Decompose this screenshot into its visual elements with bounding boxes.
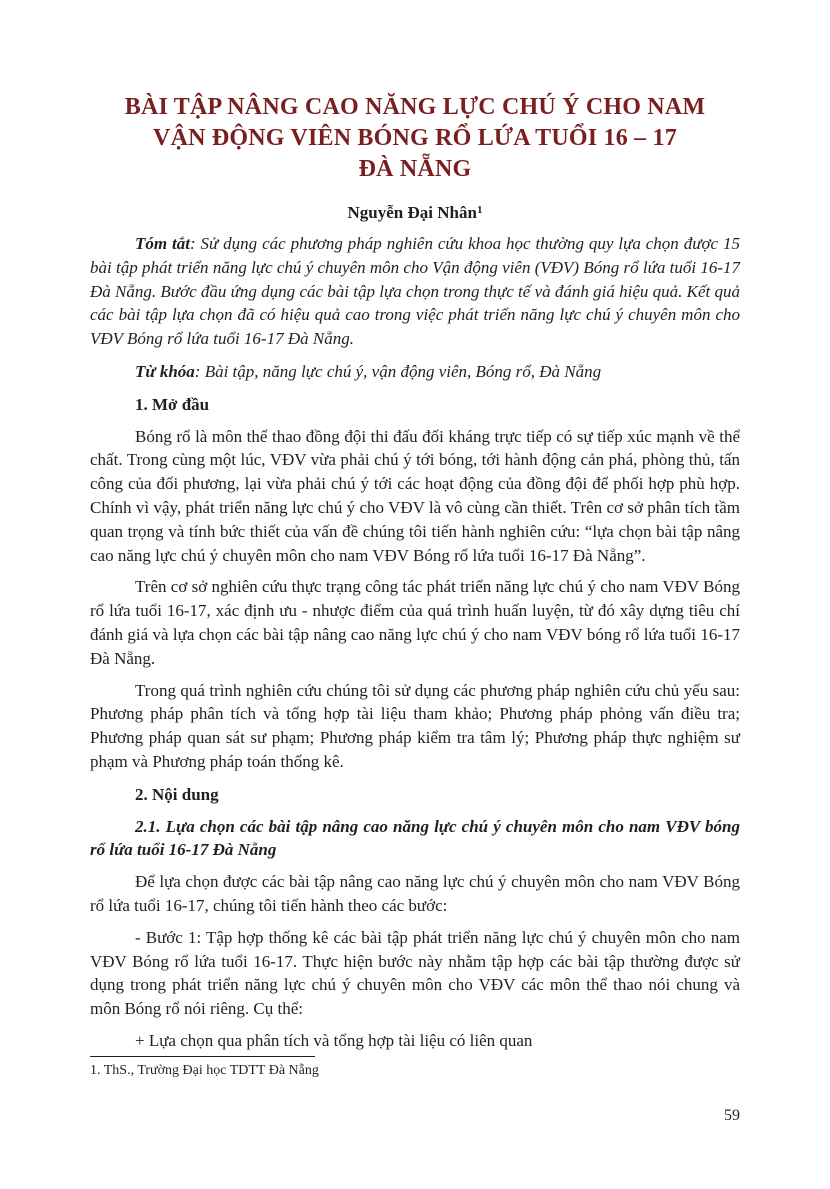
section-heading-content: 2. Nội dung <box>135 784 219 804</box>
section-heading-intro: 1. Mở đầu <box>135 394 210 414</box>
author-name: Nguyễn Đại Nhân <box>347 203 477 222</box>
page-content <box>90 92 740 1053</box>
intro-paragraph-1: Bóng rổ là môn thể thao đồng đội thi đấu đối kháng trực tiếp có sự tiếp xúc mạnh về thể chất. Trong cùng một lúc, VĐV vừa phải chú ý tới bóng, tới hành động cản phá, phòng thủ, tấn công của đối phương, lại vừa phải chú ý tới các hoạt động của đồng đội để phối hợp phù hợp. Chính vì vậy, phát triển năng lực chú ý cho VĐV là vô cùng cần thiết. Trên cơ sở phân tích tầm quan trọng và tính bức thiết của vấn đề chúng tôi tiến hành nghiên cứu: “lựa chọn bài tập nâng cao năng lực chú ý chuyên môn cho nam VĐV Bóng rổ lứa tuổi 16-17 Đà Nẵng”. <box>90 426 740 565</box>
keywords <box>90 360 740 384</box>
keywords-label: Từ khóa <box>135 361 195 381</box>
intro-paragraph-2: Trên cơ sở nghiên cứu thực trạng công tác phát triển năng lực chú ý cho nam VĐV Bóng rổ lứa tuổi 16-17, xác định ưu - nhược điểm của quá trình huấn luyện, từ đó xây dựng tiêu chí đánh giá và lựa chọn các bài tập nâng cao năng lực chú ý cho nam VĐV bóng rổ lứa tuổi 16-17 Đà Nẵng. <box>90 577 740 668</box>
footnote-divider <box>90 1056 315 1057</box>
keywords-text: : Bài tập, năng lực chú ý, vận động viên, Bóng rổ, Đà Nẵng <box>194 361 602 381</box>
abstract <box>90 232 740 351</box>
page-number: 59 <box>724 1107 740 1124</box>
abstract-text: : Sử dụng các phương pháp nghiên cứu khoa học thường quy lựa chọn được 15 bài tập phát triển năng lực chú ý chuyên môn cho Vận động viên (VĐV) Bóng rổ lứa tuổi 16-17 Đà Nẵng. Bước đầu ứng dụng các bài tập lựa chọn trong thực tế và đánh giá hiệu quả. Kết quả các bài tập lựa chọn đã có hiệu quả cao trong việc phát triển năng lực chú ý chuyên môn cho VĐV Bóng rổ lứa tuổi 16-17 Đà Nẵng. <box>90 234 740 349</box>
footnote: 1. ThS., Trường Đại học TDTT Đà Nẵng <box>90 1063 319 1078</box>
content-paragraph-3: + Lựa chọn qua phân tích và tổng hợp tài liệu có liên quan <box>135 1030 533 1050</box>
intro-paragraph-3: Trong quá trình nghiên cứu chúng tôi sử dụng các phương pháp nghiên cứu chủ yếu sau: Phương pháp phân tích và tổng hợp tài liệu tham khảo; Phương pháp phỏng vấn điều tra; Phương pháp quan sát sư phạm; Phương pháp kiểm tra tâm lý; Phương pháp thực nghiệm sư phạm và Phương pháp toán thống kê. <box>90 680 740 771</box>
title-line-2: VẬN ĐỘNG VIÊN BÓNG RỔ LỨA TUỔI 16 – 17 <box>153 125 677 151</box>
footnote-marker: 1 <box>476 204 483 216</box>
title-line-3: ĐÀ NẴNG <box>358 156 472 182</box>
subsection-heading: 2.1. Lựa chọn các bài tập nâng cao năng lực chú ý chuyên môn cho nam VĐV bóng rổ lứa tuổi 16-17 Đà Nẵng <box>90 816 740 860</box>
content-paragraph-2: - Bước 1: Tập hợp thống kê các bài tập phát triển năng lực chú ý chuyên môn cho nam VĐV Bóng rổ lứa tuổi 16-17. Thực hiện bước này nhằm tập hợp các bài tập thường được sử dụng trong phát triển năng lực chú ý chuyên môn cho VĐV các môn thể thao nói chung và môn Bóng rổ nói riêng. Cụ thể: <box>90 927 740 1019</box>
paper-title <box>90 92 740 185</box>
author-line <box>90 202 740 224</box>
title-line-1: BÀI TẬP NÂNG CAO NĂNG LỰC CHÚ Ý CHO NAM <box>124 94 706 120</box>
content-paragraph-1: Để lựa chọn được các bài tập nâng cao năng lực chú ý chuyên môn cho nam VĐV Bóng rổ lứa tuổi 16-17, chúng tôi tiến hành theo các bước: <box>90 872 740 915</box>
abstract-label: Tóm tắt <box>135 234 190 253</box>
